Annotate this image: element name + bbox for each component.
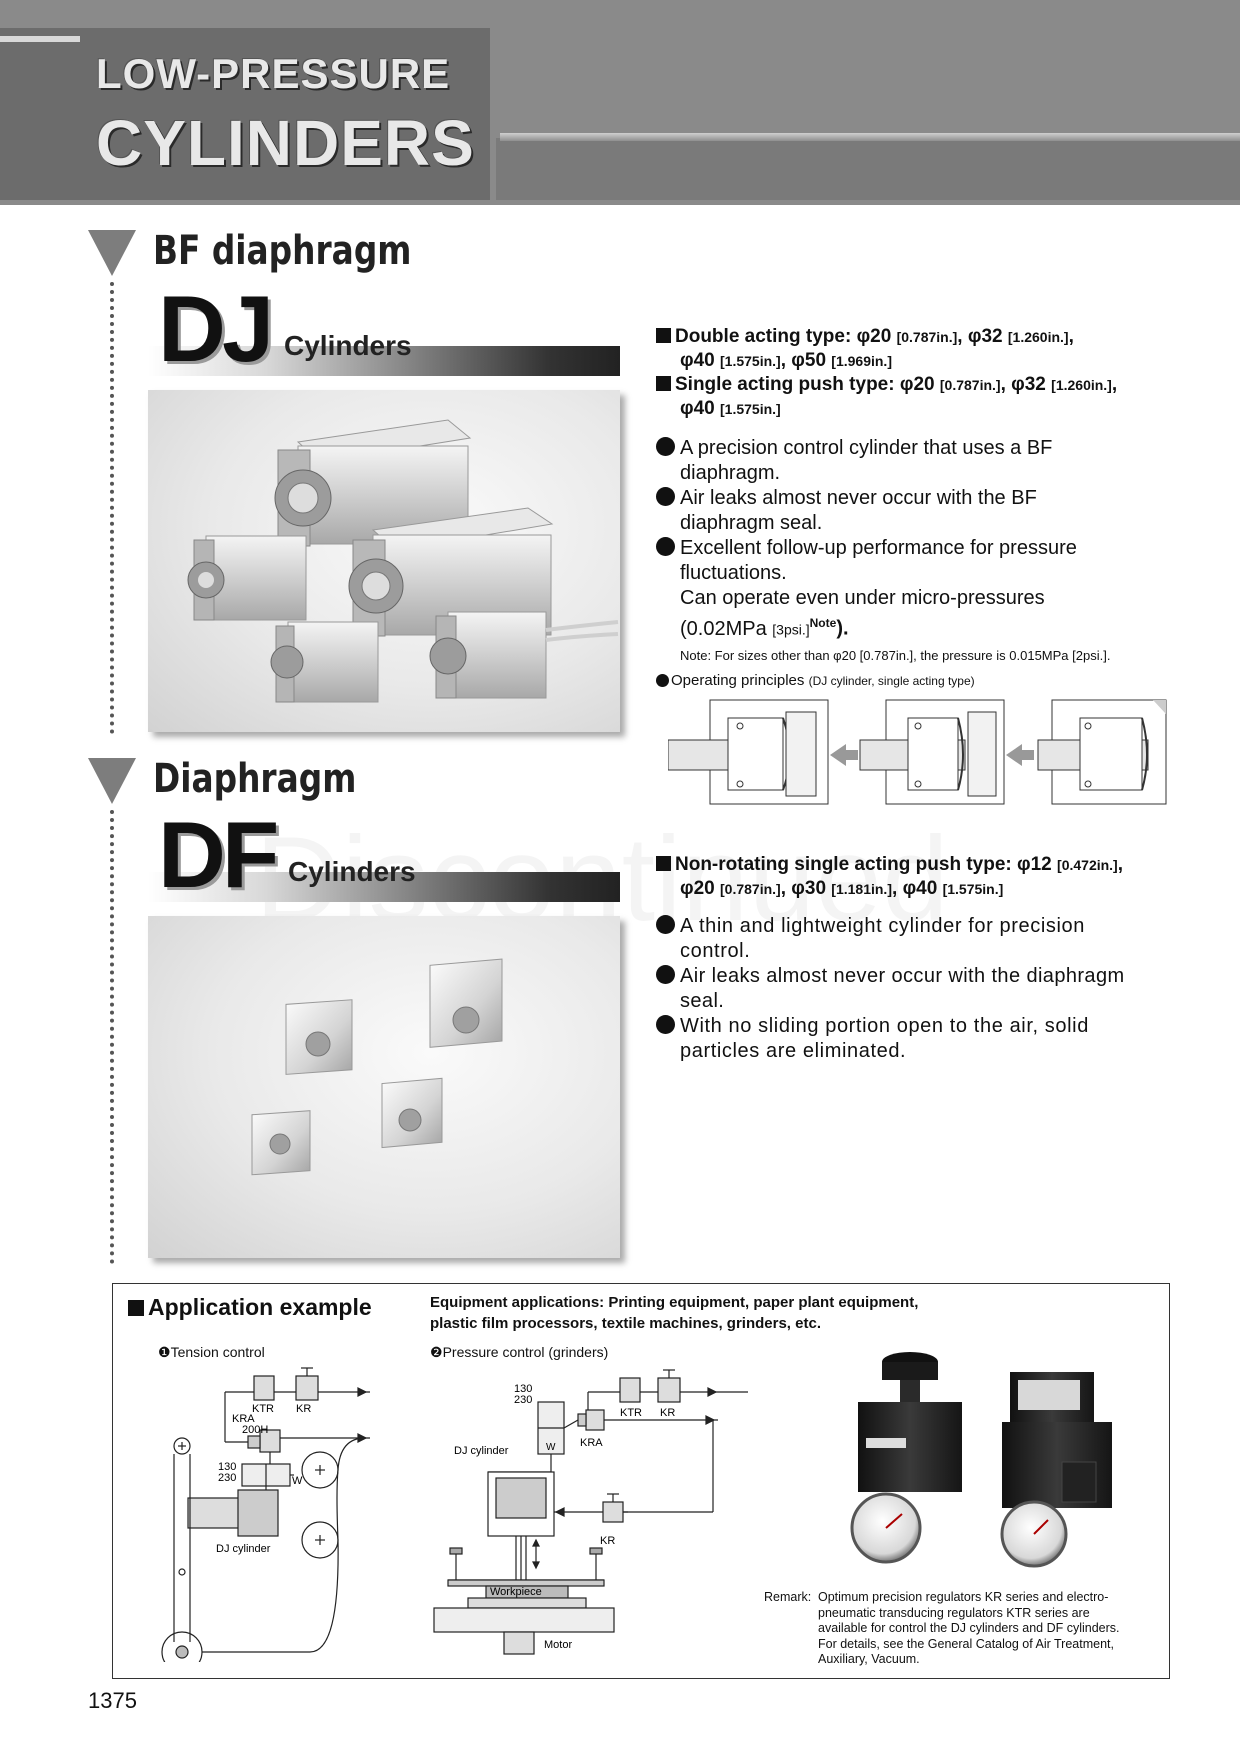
df-bullet-1: [656, 914, 1085, 964]
df-size-2: φ20: [680, 878, 715, 899]
dj-note: Note: For sizes other than φ20 [0.787in.], the pressure is 0.015MPa [2psi.].: [680, 648, 1111, 663]
kr-regulator: [852, 1352, 962, 1562]
section-triangle-icon: [88, 758, 136, 804]
dj-bullet-3-line1: Excellent follow-up performance for pressure: [680, 537, 1077, 559]
d1-w-label: W: [292, 1475, 303, 1487]
dj-single-size-2-in: [1.260in.]: [1051, 377, 1112, 393]
remark-line1: Optimum precision regulators KR series and electro-: [818, 1590, 1109, 1604]
dj-section-title: BF diaphragm: [153, 228, 412, 274]
header-title-line2: CYLINDERS: [96, 107, 475, 179]
dj-spec-double-line2: φ40 [1.575in.], φ50 [1.969in.]: [680, 350, 892, 371]
operating-principles-diagram: [668, 698, 1168, 808]
application-title: [128, 1294, 372, 1321]
df-code: DF: [158, 802, 276, 907]
dj-bullet-3-line2: fluctuations.: [680, 562, 787, 584]
d1-ktr-label: KTR: [252, 1403, 274, 1415]
dj-single-size-2: φ32: [1011, 374, 1046, 395]
tension-control-label: [158, 1344, 265, 1361]
op-step-3: [1038, 700, 1166, 804]
page-number: 1375: [88, 1688, 137, 1713]
d2-workpiece-label: Workpiece: [490, 1586, 542, 1598]
d2-w-label: W: [546, 1442, 556, 1453]
dj-bullet-3-line3: Can operate even under micro-pressures: [680, 587, 1045, 609]
dotted-guide-line: [110, 282, 114, 734]
bullet-icon: [656, 674, 669, 687]
dj-double-size-1: φ20: [856, 326, 892, 347]
df-spec-line2: φ20 [0.787in.], φ30 [1.181in.], φ40 [1.575in.]: [680, 878, 1004, 899]
dj-bullet-3: [656, 536, 1077, 643]
d1-kra-200h-label: 200H: [242, 1424, 269, 1436]
operating-sub: (DJ cylinder, single acting type): [808, 674, 975, 688]
bullet-icon: [656, 915, 675, 934]
equip-line2: plastic film processors, textile machines, grinders, etc.: [430, 1315, 821, 1332]
df-bullet-3-line1: With no sliding portion open to the air, solid: [680, 1015, 1089, 1037]
d1-230-label: 230: [218, 1472, 237, 1484]
dj-bullet-3-note-mark: Note: [809, 616, 837, 630]
remark-line5: Auxiliary, Vacuum.: [818, 1652, 920, 1666]
remark-line2: pneumatic transducing regulators KTR series are: [818, 1605, 1090, 1620]
header-stripe: [0, 36, 80, 42]
dj-single-size-3: φ40: [680, 398, 715, 419]
dj-double-size-2-in: [1.260in.]: [1007, 329, 1069, 345]
remark-line4: For details, see the General Catalog of Air Treatment,: [818, 1636, 1114, 1651]
bullet-icon: [656, 437, 675, 456]
operating-label: Operating principles: [671, 672, 805, 689]
bullet-icon: [656, 1015, 675, 1034]
df-size-1: φ12: [1017, 854, 1052, 875]
number-2-icon: ❷: [430, 1344, 443, 1360]
dj-bullet-2-line1: Air leaks almost never occur with the BF: [680, 487, 1037, 509]
df-cylinder-4: [382, 1078, 442, 1147]
d1-kr-label: KR: [296, 1403, 312, 1415]
dj-bullet-1-line1: A precision control cylinder that uses a BF: [680, 437, 1053, 459]
tension-control-diagram: [150, 1362, 400, 1662]
arrow-left-icon: [830, 744, 858, 766]
df-size-1-in: [0.472in.]: [1057, 857, 1118, 873]
equipment-applications: [430, 1292, 918, 1334]
d2-kra-label: KRA: [580, 1437, 603, 1449]
section-triangle-icon: [88, 230, 136, 276]
bullet-icon: [656, 487, 675, 506]
dj-bullet-3-psi: [3psi.]: [772, 621, 810, 638]
pressure-label-text: Pressure control (grinders): [442, 1344, 609, 1360]
d1-dj-cylinder-label: DJ cylinder: [216, 1543, 271, 1555]
df-bullet-3: [656, 1014, 1089, 1064]
d2-kr-label: KR: [660, 1407, 676, 1419]
header-band-right: [496, 138, 1240, 200]
df-size-3: φ30: [791, 878, 827, 899]
arrow-left-icon: [1006, 744, 1034, 766]
df-spec-label: Non-rotating single acting push type:: [675, 854, 1012, 875]
df-bullet-2: [656, 964, 1125, 1014]
d2-kr2-label: KR: [600, 1535, 616, 1547]
df-cylinders-word: Cylinders: [288, 856, 416, 887]
bullet-icon: [656, 537, 675, 556]
df-bullet-1-line1: A thin and lightweight cylinder for precision: [680, 915, 1085, 937]
df-cylinders-illustration: [148, 916, 620, 1258]
square-bullet-icon: [656, 328, 671, 343]
dj-spec-double-line1: Double acting type: φ20 [0.787in.], φ32 [1.260in.],: [656, 326, 1074, 348]
remark-text: [818, 1590, 1152, 1668]
df-bullet-2-line2: seal.: [680, 990, 725, 1012]
df-bullet-3-line2: particles are eliminated.: [680, 1040, 907, 1062]
d1-kra-label: KRA: [232, 1413, 255, 1425]
header-stripe-right: [500, 133, 1240, 141]
dj-cylinders-illustration: [148, 390, 620, 732]
df-cylinder-1: [286, 1000, 352, 1075]
bullet-icon: [656, 965, 675, 984]
df-spec-line1: Non-rotating single acting push type: φ12 [0.472in.],: [656, 854, 1123, 876]
df-size-4: φ40: [902, 878, 938, 899]
ktr-regulator: [1002, 1372, 1112, 1566]
df-size-4-in: [1.575in.]: [942, 881, 1004, 897]
header-title-line1: LOW-PRESSURE: [96, 50, 451, 97]
d2-motor-label: Motor: [544, 1639, 573, 1651]
df-cylinder-3: [252, 1111, 310, 1175]
dj-spec-single-line1: Single acting push type: φ20 [0.787in.], φ32 [1.260in.],: [656, 374, 1117, 396]
dj-single-size-3-in: [1.575in.]: [720, 401, 781, 417]
dj-bullet-2: [656, 486, 1037, 536]
d2-ktr-label: KTR: [620, 1407, 642, 1419]
dj-bullet-3-pressure: (0.02MPa: [680, 617, 767, 640]
square-bullet-icon: [656, 376, 671, 391]
df-size-3-in: [1.181in.]: [831, 881, 892, 897]
df-section-title: Diaphragm: [153, 756, 357, 802]
dj-double-size-4: φ50: [791, 350, 827, 371]
df-bullet-2-line1: Air leaks almost never occur with the diaphragm: [680, 965, 1125, 987]
df-bullet-1-line2: control.: [680, 940, 751, 962]
dj-single-size-1-in: [0.787in.]: [939, 377, 1001, 393]
dj-cylinders-word: Cylinders: [284, 330, 412, 361]
dj-bullet-2-line2: diaphragm seal.: [680, 512, 823, 534]
dj-double-size-2: φ32: [967, 326, 1003, 347]
dj-bullet-1: [656, 436, 1052, 486]
regulators-photo: [820, 1350, 1160, 1590]
pressure-control-diagram: [428, 1362, 758, 1662]
dj-product-photo: [148, 390, 620, 732]
square-bullet-icon: [656, 856, 671, 871]
remark-line3: available for control the DJ cylinders and DF cylinders.: [818, 1621, 1120, 1635]
tension-label-text: Tension control: [170, 1344, 265, 1360]
dj-double-label: Double acting type:: [675, 326, 852, 347]
df-product-photo: [148, 916, 620, 1258]
remark: [764, 1590, 811, 1606]
dj-double-size-1-in: [0.787in.]: [896, 329, 958, 345]
d1-130-label: 130: [218, 1461, 237, 1473]
application-title-text: Application example: [148, 1294, 372, 1320]
remark-label: Remark:: [764, 1590, 812, 1604]
dj-double-size-3-in: [1.575in.]: [720, 353, 781, 369]
dj-single-size-1: φ20: [899, 374, 935, 395]
d2-130-label: 130: [514, 1383, 533, 1395]
dj-bullet-3-close: ).: [836, 617, 849, 640]
square-bullet-icon: [128, 1300, 144, 1316]
pressure-control-label: [430, 1344, 608, 1361]
equip-line1: Equipment applications: Printing equipment, paper plant equipment,: [430, 1294, 919, 1311]
d2-dj-cylinder-label: DJ cylinder: [454, 1445, 509, 1457]
dj-operating-principles: [656, 672, 975, 689]
df-size-2-in: [0.787in.]: [720, 881, 781, 897]
dj-spec-single-line2: [680, 398, 781, 420]
number-1-icon: ❶: [158, 1344, 171, 1360]
op-step-2: [860, 700, 1004, 804]
dj-double-size-4-in: [1.969in.]: [831, 353, 892, 369]
dj-single-label: Single acting push type:: [675, 374, 895, 395]
dotted-guide-line: [110, 810, 114, 1264]
dj-double-size-3: φ40: [680, 350, 715, 371]
df-cylinder-2: [430, 959, 502, 1047]
d2-230-label: 230: [514, 1394, 533, 1406]
dj-bullet-1-line2: diaphragm.: [680, 462, 781, 484]
op-step-1: [668, 700, 828, 804]
dj-code: DJ: [158, 276, 271, 381]
